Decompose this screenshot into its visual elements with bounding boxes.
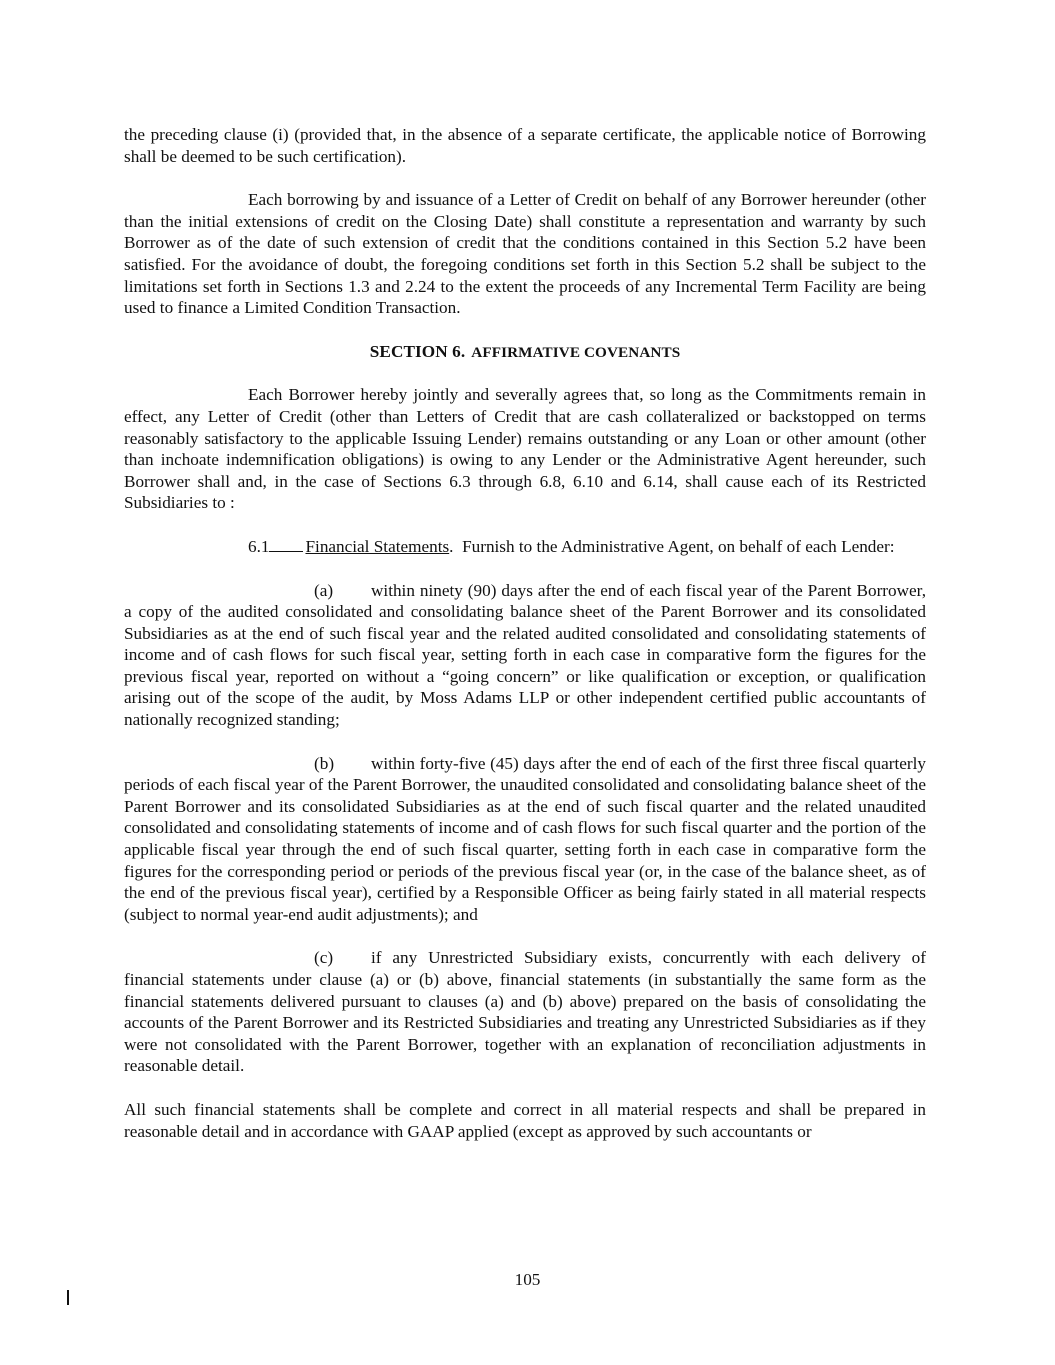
clause-b xyxy=(124,753,926,926)
subsection-6-1-paragraph xyxy=(124,536,926,558)
subsection-number: 6.1 xyxy=(248,536,270,556)
clause-label: (b) xyxy=(314,753,335,773)
clause-text: if any Unrestricted Subsidiary exists, concurrently with each delivery of financial statements under clause (a) or (b) above, financial statements (in substantially the same form as the financial statements delivered pursuant to clauses (a) and (b) above) prepared on the basis of consolidating the accounts of the Parent Borrower and its Restricted Subsidiaries and treating any Unrestricted Subsidiaries as if they were not consolidated with the Parent Borrower, together with an explanation of reconciliation adjustments in reasonable detail. xyxy=(124,948,926,1076)
section-heading xyxy=(124,341,926,364)
section-number: SECTION 6. xyxy=(369,341,466,361)
clause-label: (c) xyxy=(314,948,334,968)
intro-paragraph: Each Borrower hereby jointly and severally agrees that, so long as the Commitments remain in effect, any Letter of Credit (other than Letters of Credit that are cash collateralized or backstopped on terms reasonably satisfactory to the applicable Issuing Lender) remains outstanding or any Loan or other amount (other than inchoate indemnification obligations) is owing to any Lender or the Administrative Agent hereunder, such Borrower shall and, in the case of Sections 6.3 through 6.8, 6.10 and 6.14, shall cause each of its Restricted Subsidiaries to : xyxy=(124,385,926,513)
change-bar xyxy=(67,1290,69,1305)
clause-a xyxy=(124,580,926,731)
continuation-paragraph: the preceding clause (i) (provided that, in the absence of a separate certificate, the applicable notice of Borrowing shall be deemed to be such certification). xyxy=(124,125,926,166)
page-number: 105 xyxy=(514,1270,541,1289)
borrowing-paragraph: Each borrowing by and issuance of a Letter of Credit on behalf of any Borrower hereunder (other than the initial extensions of credit on the Closing Date) shall constitute a representation and warranty by such Borrower as of the date of such extension of credit that the conditions contained in this Section 5.2 have been satisfied. For the avoidance of doubt, the foregoing conditions set forth in this Section 5.2 shall be subject to the limitations set forth in Sections 1.3 and 2.24 to the extent the proceeds of any Incremental Term Facility are being used to finance a Limited Condition Transaction. xyxy=(124,190,926,318)
clause-c xyxy=(124,947,926,1077)
clause-label: (a) xyxy=(314,580,334,600)
clause-text: within forty-five (45) days after the end of each of the first three fiscal quarterly periods of each fiscal year of the Parent Borrower, the unaudited consolidated and consolidating balance sheet of the Parent Borrower and its consolidated Subsidiaries as at the end of such fiscal quarter and the related unaudited consolidated and consolidating statements of income and of cash flows for such fiscal quarter and the portion of the applicable fiscal year through the end of such fiscal quarter, setting forth in each case in comparative form the figures for the corresponding period or periods of the previous fiscal year (or, in the case of the balance sheet, as of the end of the previous fiscal year), certified by a Responsible Officer as being fairly stated in all material respects (subject to normal year-end audit adjustments); and xyxy=(124,753,926,924)
section-title: AFFIRMATIVE COVENANTS xyxy=(471,343,681,361)
final-paragraph: All such financial statements shall be complete and correct in all material respects and shall be prepared in reasonable detail and in accordance with GAAP applied (except as approved by such accountants or xyxy=(124,1099,926,1141)
subsection-text: Furnish to the Administrative Agent, on behalf of each Lender: xyxy=(462,536,895,556)
subsection-title: Financial Statements xyxy=(305,536,450,556)
subsection-title-period: . xyxy=(449,536,454,556)
underline-spacer xyxy=(269,537,303,552)
clause-text: within ninety (90) days after the end of each fiscal year of the Parent Borrower, a copy of the audited consolidated and consolidating balance sheet of the Parent Borrower and its consolidated Subsidiaries as at the end of such fiscal year and the related audited consolidated and consolidating statements of income and of cash flows for such fiscal year, setting forth in each case in comparative form the figures for the previous fiscal year, reported on without a “going concern” or like qualification or exception, or qualification arising out of the scope of the audit, by Moss Adams LLP or other independent certified public accountants of nationally recognized standing; xyxy=(124,580,926,730)
document-page xyxy=(124,124,926,1142)
